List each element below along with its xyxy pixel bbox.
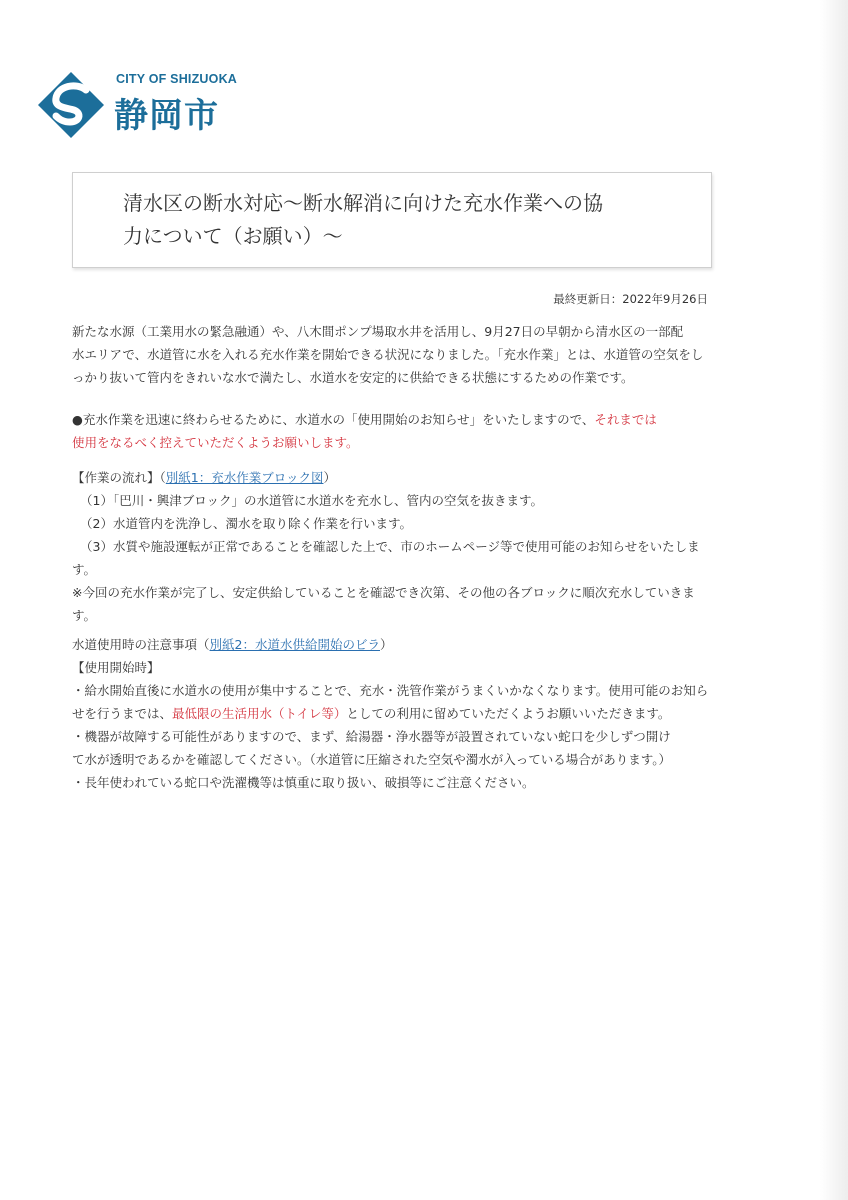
paren-close: ） [323, 470, 337, 485]
workflow-heading-line [72, 466, 722, 489]
paren-open: （ [159, 470, 166, 485]
caution-bullet-1: ・給水開始直後に水道水の使用が集中することで、充水・洗管作業がうまくいかなくなります。使用可能のお知ら [72, 683, 709, 698]
caution-emphasis: 最低限の生活用水（トイレ等） [172, 706, 347, 721]
workflow-section [72, 466, 722, 627]
city-logo [36, 66, 296, 146]
paren-open: （ [197, 637, 210, 652]
notice-line [72, 408, 722, 431]
city-name-english: CITY OF SHIZUOKA [116, 72, 238, 86]
workflow-note-cont: す。 [72, 608, 97, 623]
attachment-2-link[interactable]: 別紙2：水道水供給開始のビラ [209, 637, 380, 652]
intro-paragraph [72, 320, 722, 389]
title-line-2: 力について（お願い）～ [123, 224, 343, 248]
cautions-heading: 水道使用時の注意事項 [72, 637, 198, 652]
cautions-heading-line [72, 633, 722, 656]
shizuoka-city-emblem-icon [36, 70, 106, 140]
notice-emphasis: それまでは [594, 412, 657, 427]
caution-text: せを行うまでは、 [72, 706, 173, 721]
intro-line: 水エリアで、水道管に水を入れる充水作業を開始できる状況になりました。「充水作業」とは、水道管の空気をし [72, 347, 704, 362]
intro-line: っかり抜いて管内をきれいな水で満たし、水道水を安定的に供給できる状態にするための作業です。 [72, 370, 634, 385]
page-title [123, 187, 683, 253]
paren-close: ） [380, 637, 393, 652]
workflow-step-1: （1）「巴川・興津ブロック」の水道管に水道水を充水し、管内の空気を抜きます。 [80, 493, 543, 508]
last-updated-date: 最終更新日：2022年9月26日 [553, 292, 708, 306]
workflow-note: ※今回の充水作業が完了し、安定供給していることを確認でき次第、その他の各ブロックに順次充水していきま [72, 585, 695, 600]
caution-bullet-1-cont [72, 702, 722, 725]
caution-bullet-2: ・機器が故障する可能性がありますので、まず、給湯器・浄水器等が設置されていない蛇口を少しずつ開け [72, 729, 671, 744]
caution-bullet-2-cont: て水が透明であるかを確認してください。（水道管に圧縮された空気や濁水が入っている場合があります。） [72, 752, 672, 767]
notice-emphasis-line: 使用をなるべく控えていただくようお願いします。 [72, 435, 359, 450]
cautions-section [72, 633, 722, 794]
caution-text: としての利用に留めていただくようお願いいただきます。 [346, 706, 671, 721]
workflow-step-3-cont: す。 [72, 562, 97, 577]
workflow-heading: 【作業の流れ】 [72, 470, 160, 485]
scan-edge-shadow [820, 0, 848, 1200]
intro-line: 新たな水源（工業用水の緊急融通）や、八木間ポンプ場取水井を活用し、9月27日の早朝から清水区の一部配 [72, 324, 684, 339]
cautions-subheading: 【使用開始時】 [72, 660, 160, 675]
notice-text: ●充水作業を迅速に終わらせるために、水道水の「使用開始のお知らせ」をいたしますので、 [72, 412, 595, 427]
title-box [72, 172, 712, 268]
usage-notice [72, 408, 722, 454]
caution-bullet-3: ・長年使われている蛇口や洗濯機等は慎重に取り扱い、破損等にご注意ください。 [72, 775, 535, 790]
workflow-step-3: （3）水質や施設運転が正常であることを確認した上で、市のホームページ等で使用可能のお知らせをいたしま [80, 539, 700, 554]
attachment-1-link[interactable]: 別紙1：充水作業ブロック図 [165, 470, 324, 485]
title-line-1: 清水区の断水対応～断水解消に向けた充水作業への協 [123, 191, 603, 215]
city-name-japanese: 静岡市 [114, 96, 219, 136]
workflow-step-2: （2）水道管内を洗浄し、濁水を取り除く作業を行います。 [80, 516, 412, 531]
